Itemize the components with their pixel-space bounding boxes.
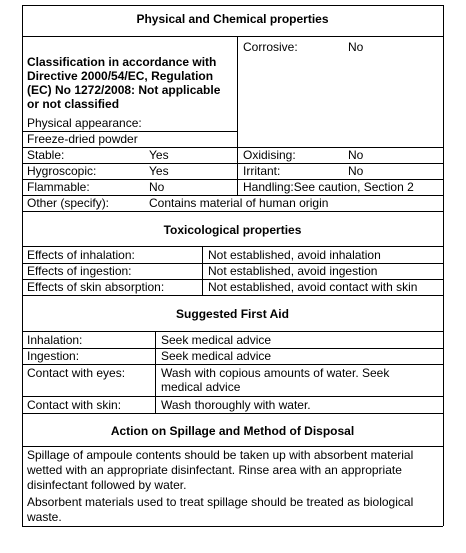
tox-inhalation-label: Effects of inhalation: — [27, 248, 135, 262]
oxidising-value: No — [348, 148, 364, 162]
divider — [22, 446, 443, 447]
column-divider — [237, 147, 238, 195]
appearance-label: Physical appearance: — [27, 116, 142, 130]
aid-ingestion-label: Ingestion: — [27, 349, 80, 363]
spillage-paragraph-1: Spillage of ampoule contents should be taken up with absorbent material wetted with an appropriate disinfectant. Rinse area with an appropriate disinfectant followed by water. — [27, 448, 414, 492]
column-divider — [202, 246, 203, 295]
aid-inhalation-label: Inhalation: — [27, 333, 83, 347]
classification-text: Classification in accordance with Directive 2000/54/EC, Regulation (EC) No 1272/2008: Not applicable or not classified — [27, 55, 221, 111]
corrosive-value: No — [348, 40, 364, 54]
divider — [22, 5, 443, 6]
aid-eyes-value: Wash with copious amounts of water. Seek medical advice — [161, 366, 390, 394]
table-left-border — [22, 5, 23, 526]
flammable-value: No — [149, 180, 165, 194]
section-title-spillage: Action on Spillage and Method of Disposal — [110, 424, 355, 438]
tox-inhalation-value: Not established, avoid inhalation — [208, 248, 381, 262]
section-title-physical: Physical and Chemical properties — [136, 12, 329, 26]
column-divider — [155, 331, 156, 413]
corrosive-label: Corrosive: — [243, 40, 298, 54]
irritant-value: No — [348, 164, 364, 178]
divider — [22, 295, 443, 296]
appearance-value: Freeze-dried powder — [27, 132, 138, 146]
divider — [22, 526, 443, 527]
section-title-tox: Toxicological properties — [163, 223, 302, 237]
irritant-label: Irritant: — [243, 164, 281, 178]
divider — [22, 413, 443, 414]
divider — [22, 246, 443, 247]
other-value: Contains material of human origin — [149, 196, 329, 210]
tox-skin-label: Effects of skin absorption: — [27, 280, 165, 294]
stable-value: Yes — [149, 148, 169, 162]
aid-inhalation-value: Seek medical advice — [161, 333, 272, 347]
divider — [22, 331, 443, 332]
spillage-paragraph-2: Absorbent materials used to treat spillage should be treated as biological waste. — [27, 495, 414, 524]
column-divider — [237, 36, 238, 148]
tox-ingestion-label: Effects of ingestion: — [27, 264, 132, 278]
aid-skin-value: Wash thoroughly with water. — [161, 398, 311, 412]
divider — [22, 211, 443, 212]
stable-label: Stable: — [27, 148, 65, 162]
hygroscopic-value: Yes — [149, 164, 169, 178]
tox-skin-value: Not established, avoid contact with skin — [208, 280, 418, 294]
divider — [22, 364, 443, 365]
section-title-firstaid: Suggested First Aid — [176, 307, 289, 321]
divider — [22, 147, 443, 148]
aid-eyes-label: Contact with eyes: — [27, 366, 126, 380]
other-label: Other (specify): — [27, 196, 110, 210]
table-right-border — [443, 5, 444, 526]
handling-label: Handling:See caution, Section 2 — [243, 180, 414, 194]
divider — [22, 36, 443, 37]
tox-ingestion-value: Not established, avoid ingestion — [208, 264, 378, 278]
divider — [22, 396, 443, 397]
aid-ingestion-value: Seek medical advice — [161, 349, 272, 363]
oxidising-label: Oxidising: — [243, 148, 296, 162]
hygroscopic-label: Hygroscopic: — [27, 164, 97, 178]
flammable-label: Flammable: — [27, 180, 90, 194]
aid-skin-label: Contact with skin: — [27, 398, 122, 412]
